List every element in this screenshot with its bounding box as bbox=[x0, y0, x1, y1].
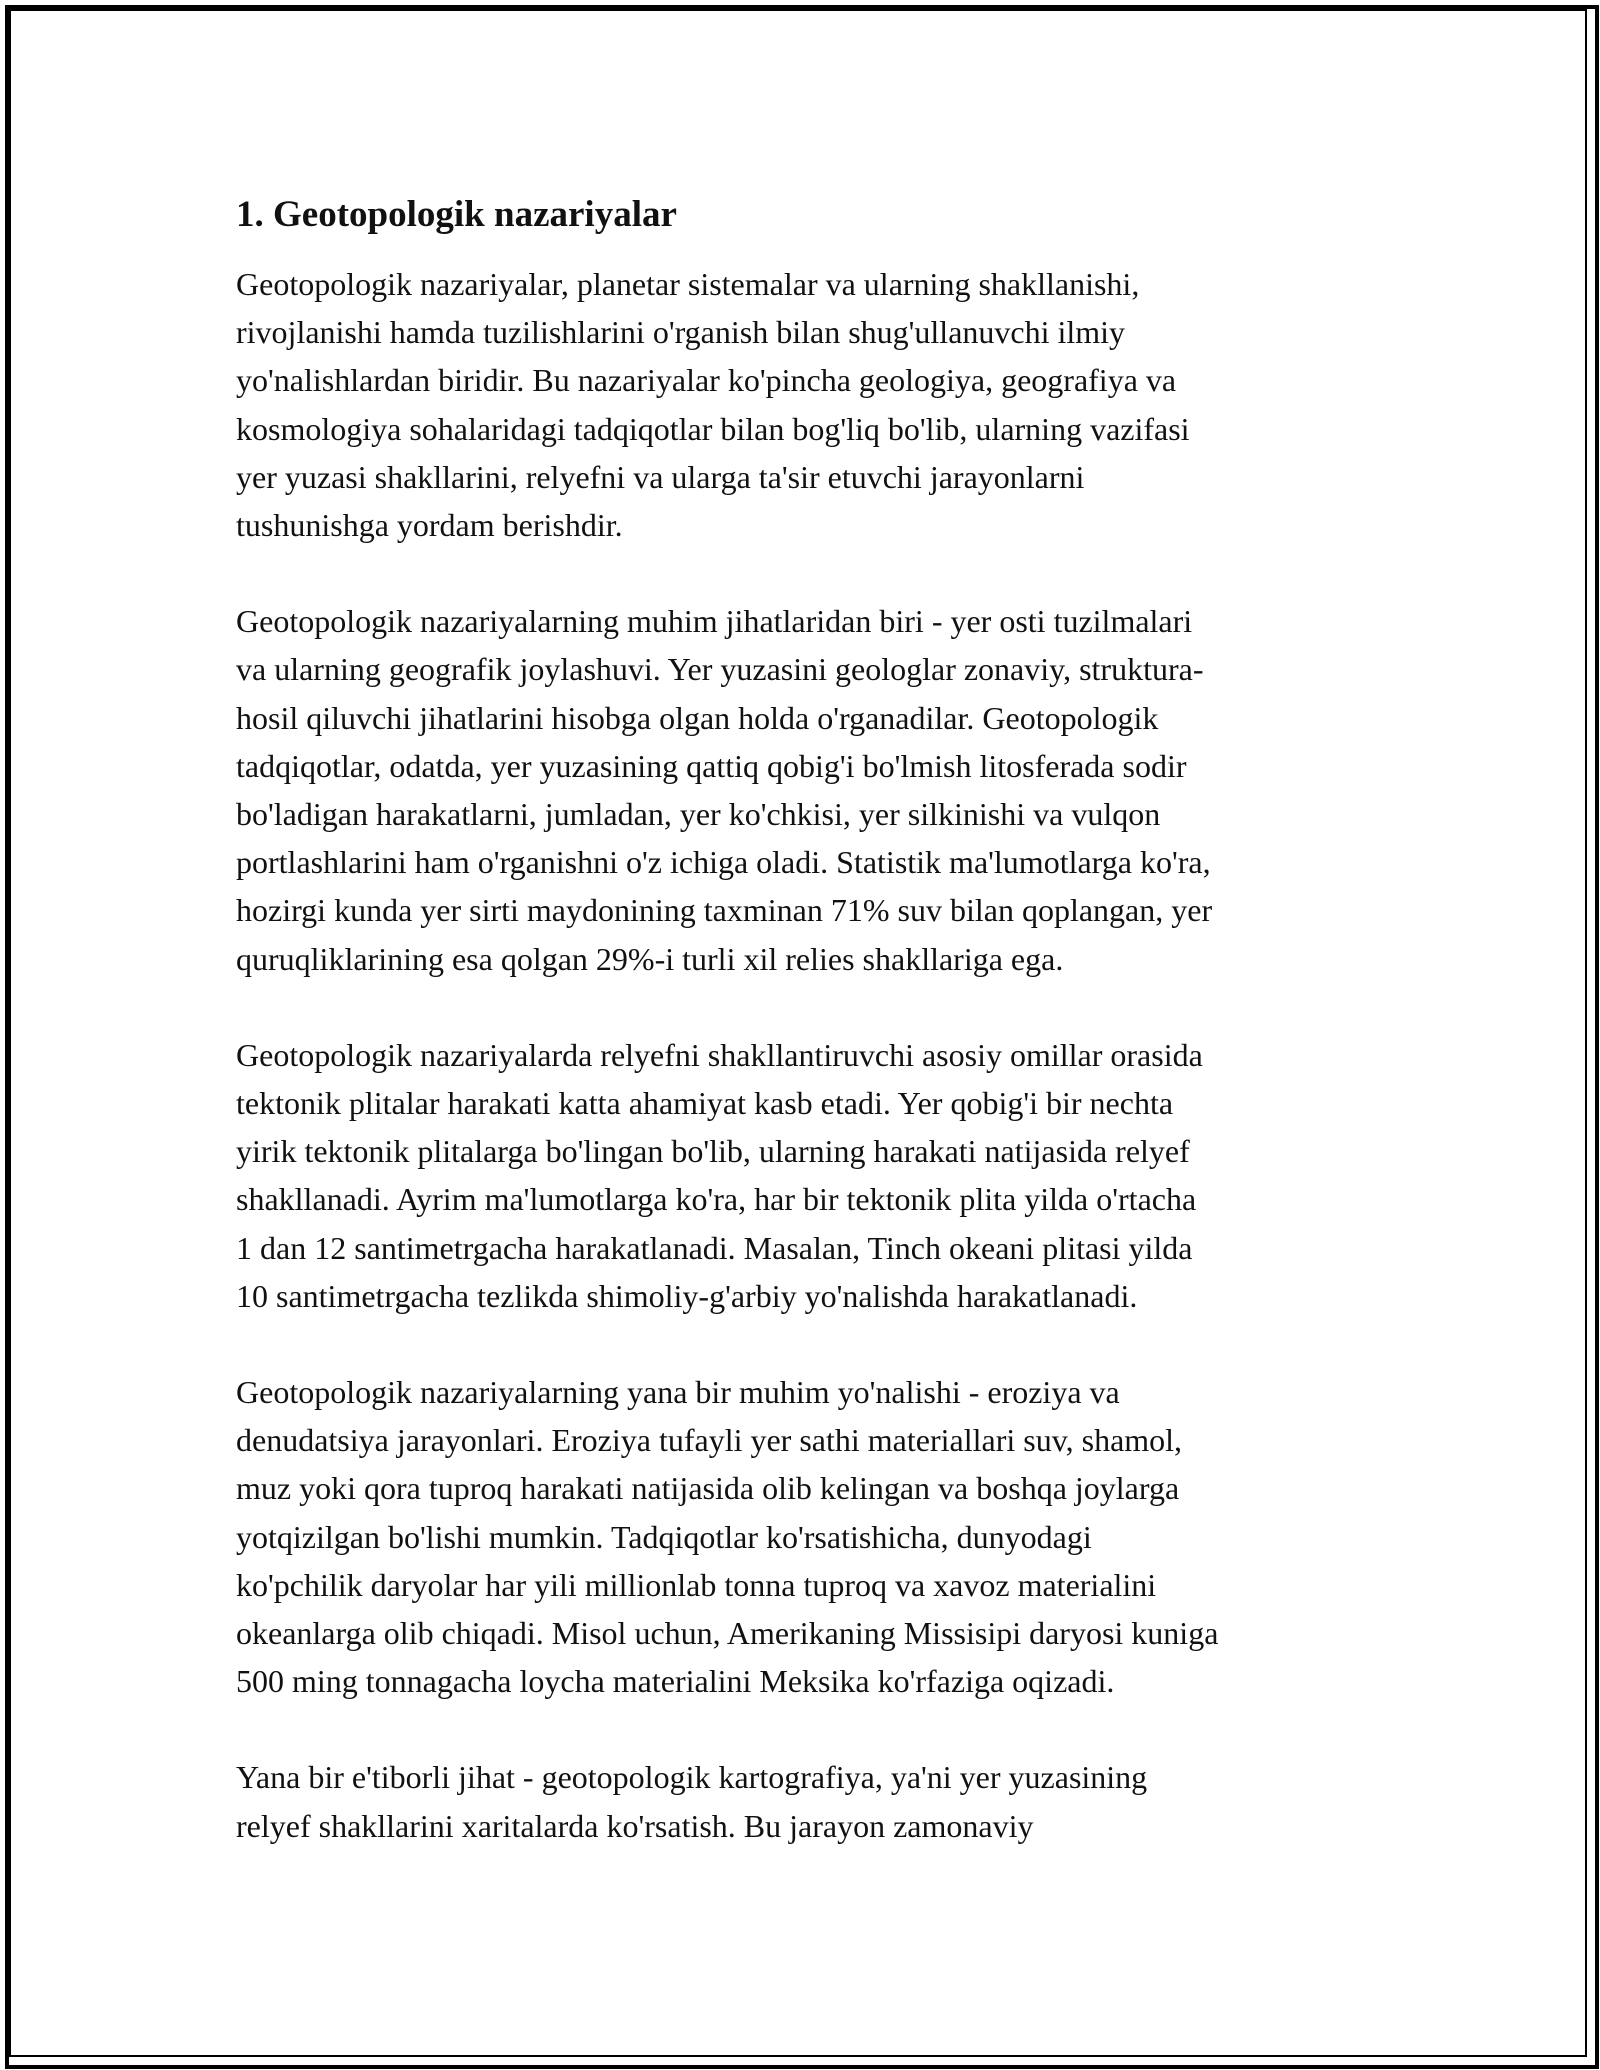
text-line: yer yuzasi shakllarini, relyefni va ularga ta'sir etuvchi jarayonlarni bbox=[236, 458, 1085, 495]
text-line: yirik tektonik plitalarga bo'lingan bo'lib, ularning harakati natijasida relyef bbox=[236, 1133, 1190, 1170]
text-line: 1 dan 12 santimetrgacha harakatlanadi. Masalan, Tinch okeani plitasi yilda bbox=[236, 1229, 1193, 1266]
text-line: tadqiqotlar, odatda, yer yuzasining qattiq qobig'i bo'lmish litosferada sodir bbox=[236, 747, 1187, 784]
text-line: Geotopologik nazariyalarda relyefni shakllantiruvchi asosiy omillar orasida bbox=[236, 1036, 1203, 1073]
text-line: shakllanadi. Ayrim ma'lumotlarga ko'ra, har bir tektonik plita yilda o'rtacha bbox=[236, 1181, 1197, 1218]
text-line: okeanlarga olib chiqadi. Misol uchun, Amerikaning Missisipi daryosi kuniga bbox=[236, 1615, 1219, 1652]
text-line: quruqliklarining esa qolgan 29%-i turli xil relies shakllariga ega. bbox=[236, 940, 1064, 977]
text-line: portlashlarini ham o'rganishni o'z ichiga oladi. Statistik ma'lumotlarga ko'ra, bbox=[236, 844, 1211, 881]
text-line: rivojlanishi hamda tuzilishlarini o'rganish bilan shug'ullanuvchi ilmiy bbox=[236, 314, 1126, 351]
section-heading: 1. Geotopologik nazariyalar bbox=[236, 194, 677, 235]
text-line: muz yoki qora tuproq harakati natijasida olib kelingan va boshqa joylarga bbox=[236, 1470, 1180, 1507]
text-line: kosmologiya sohalaridagi tadqiqotlar bilan bog'liq bo'lib, ularning vazifasi bbox=[236, 410, 1190, 447]
text-line: relyef shakllarini xaritalarda ko'rsatish. Bu jarayon zamonaviy bbox=[236, 1807, 1034, 1844]
text-line: Geotopologik nazariyalarning yana bir muhim yo'nalishi - eroziya va bbox=[236, 1374, 1120, 1411]
text-line: Geotopologik nazariyalarning muhim jihatlaridan biri - yer osti tuzilmalari bbox=[236, 603, 1193, 640]
text-line: ko'pchilik daryolar har yili millionlab tonna tuproq va xavoz materialini bbox=[236, 1566, 1157, 1603]
text-line: hosil qiluvchi jihatlarini hisobga olgan holda o'rganadilar. Geotopologik bbox=[236, 699, 1159, 736]
text-line: tushunishga yordam berishdir. bbox=[236, 507, 623, 544]
paragraph-4 bbox=[236, 1368, 1376, 1705]
text-line: hozirgi kunda yer sirti maydonining taxminan 71% suv bilan qoplangan, yer bbox=[236, 892, 1213, 929]
text-line: Geotopologik nazariyalar, planetar sistemalar va ularning shakllanishi, bbox=[236, 266, 1140, 302]
text-line: Yana bir e'tiborli jihat - geotopologik kartografiya, ya'ni yer yuzasining bbox=[236, 1759, 1148, 1796]
text-line: tektonik plitalar harakati katta ahamiyat kasb etadi. Yer qobig'i bir nechta bbox=[236, 1085, 1174, 1122]
paragraph-5 bbox=[236, 1753, 1376, 1849]
text-line: yotqizilgan bo'lishi mumkin. Tadqiqotlar ko'rsatishicha, dunyodagi bbox=[236, 1518, 1092, 1555]
text-line: yo'nalishlardan biridir. Bu nazariyalar ko'pincha geologiya, geografiya va bbox=[236, 362, 1177, 399]
text-line: 500 ming tonnagacha loycha materialini Meksika ko'rfaziga oqizadi. bbox=[236, 1663, 1115, 1700]
paragraph-2 bbox=[236, 597, 1376, 983]
text-line: 10 santimetrgacha tezlikda shimoliy-g'arbiy yo'nalishda harakatlanadi. bbox=[236, 1277, 1138, 1314]
paragraph-1 bbox=[236, 260, 1376, 549]
paragraph-3 bbox=[236, 1031, 1376, 1320]
text-line: va ularning geografik joylashuvi. Yer yuzasini geologlar zonaviy, struktura- bbox=[236, 651, 1204, 688]
document-body bbox=[236, 190, 1376, 1898]
text-line: denudatsiya jarayonlari. Eroziya tufayli yer sathi materiallari suv, shamol, bbox=[236, 1422, 1183, 1459]
text-line: bo'ladigan harakatlarni, jumladan, yer ko'chkisi, yer silkinishi va vulqon bbox=[236, 796, 1161, 833]
